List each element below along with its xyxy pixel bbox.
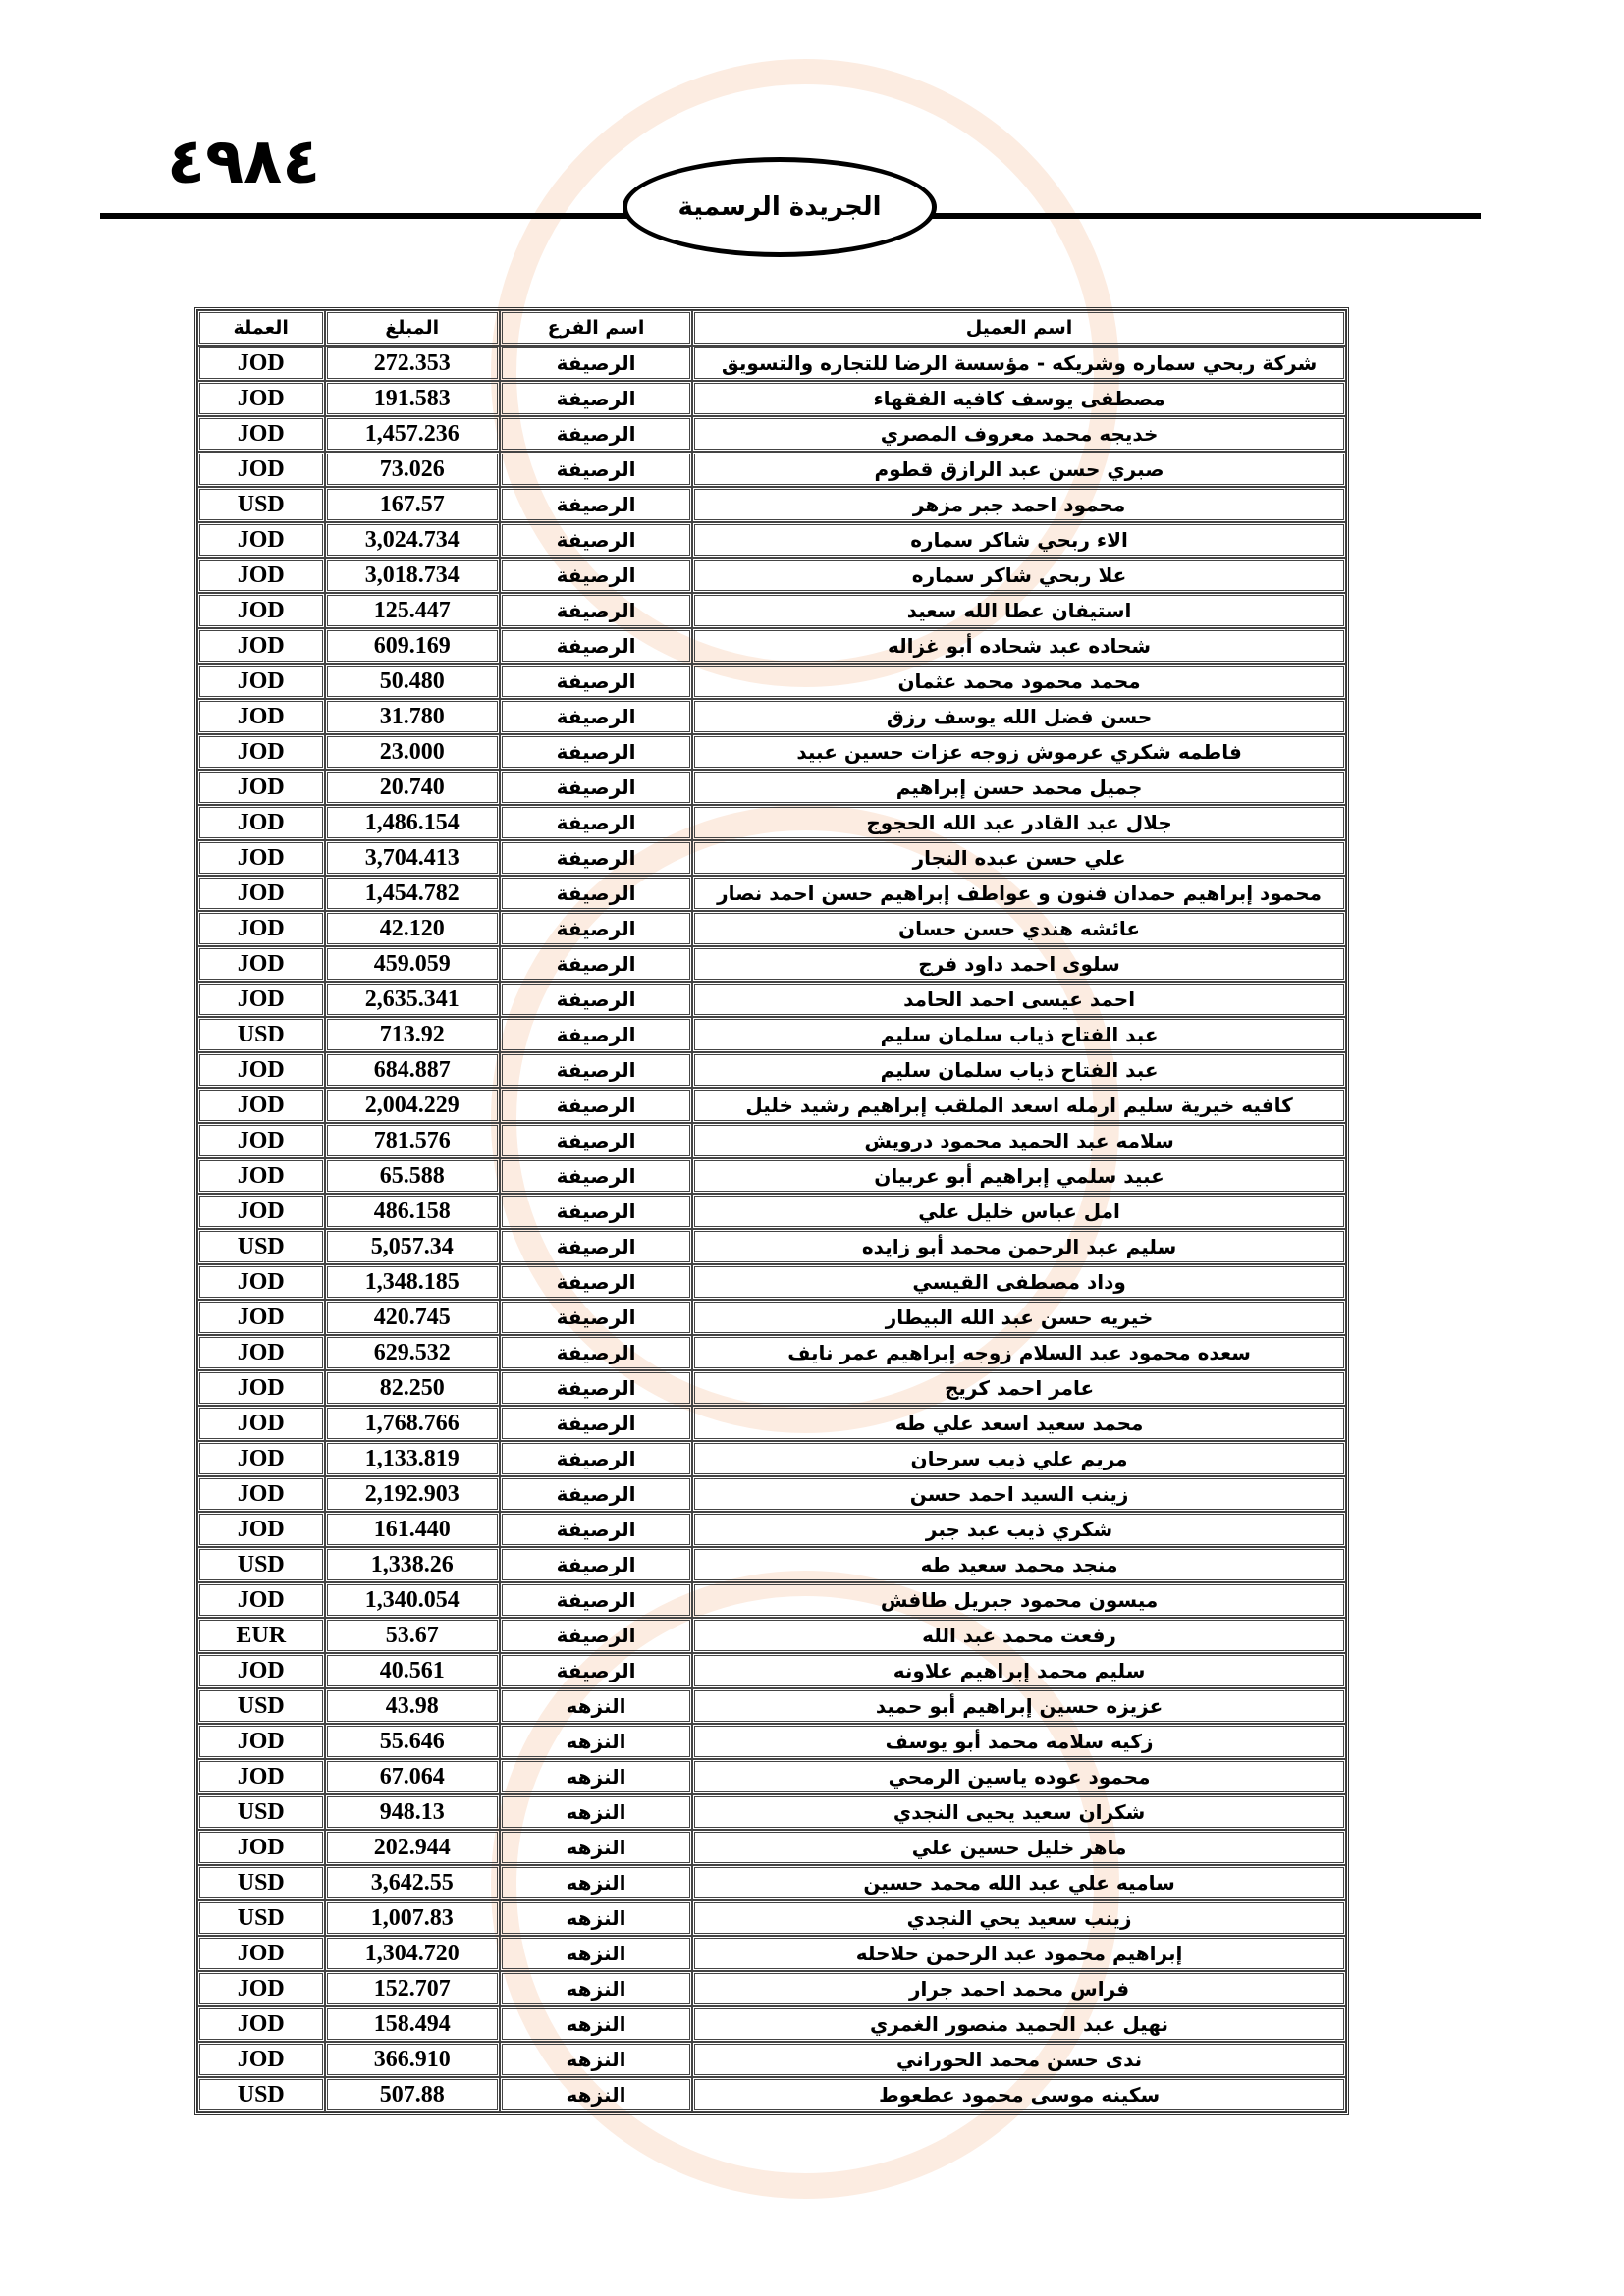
amount-cell: 5,057.34 [325,1229,500,1264]
table-row [197,1300,1346,1335]
client-name-cell: جلال عبد القادر عبد الله الحجوج [692,805,1346,840]
table-row [197,558,1346,593]
client-name-cell: حسن فضل الله يوسف رزق [692,699,1346,734]
branch-cell: الرصيفة [500,876,692,911]
currency-cell: JOD [197,699,325,734]
amount-cell: 629.532 [325,1335,500,1370]
branch-cell: الرصيفة [500,699,692,734]
currency-cell: JOD [197,1335,325,1370]
client-name-cell: عائشه هندي حسن حسان [692,911,1346,946]
currency-cell: JOD [197,1582,325,1618]
clients-table [194,307,1349,2115]
table-row [197,1229,1346,1264]
amount-cell: 53.67 [325,1618,500,1653]
table-row [197,346,1346,381]
client-name-cell: جميل محمد حسن إبراهيم [692,770,1346,805]
currency-cell: JOD [197,1653,325,1688]
client-name-cell: خيريه حسن عبد الله البيطار [692,1300,1346,1335]
amount-cell: 486.158 [325,1194,500,1229]
client-name-cell: محمود إبراهيم حمدان فنون و عواطف إبراهيم حسن احمد نصار [692,876,1346,911]
currency-cell: JOD [197,593,325,628]
table-row [197,1618,1346,1653]
client-name-cell: مريم علي ذيب سرحان [692,1441,1346,1476]
branch-cell: الرصيفة [500,1476,692,1512]
branch-cell: الرصيفة [500,982,692,1017]
branch-cell: الرصيفة [500,1229,692,1264]
amount-cell: 1,304.720 [325,1936,500,1971]
currency-cell: JOD [197,1476,325,1512]
client-name-cell: عبيد سلمي إبراهيم أبو عربيان [692,1158,1346,1194]
client-name-cell: شركة ربحي سماره وشريكه - مؤسسة الرضا للتجاره والتسويق [692,346,1346,381]
amount-cell: 272.353 [325,346,500,381]
amount-cell: 684.887 [325,1052,500,1088]
table-row [197,1582,1346,1618]
branch-cell: الرصيفة [500,1264,692,1300]
amount-cell: 161.440 [325,1512,500,1547]
table-row [197,2042,1346,2077]
currency-cell: USD [197,2077,325,2112]
currency-cell: JOD [197,876,325,911]
currency-cell: USD [197,487,325,522]
currency-cell: JOD [197,416,325,452]
table-row [197,1264,1346,1300]
branch-cell: الرصيفة [500,1582,692,1618]
client-name-cell: إبراهيم محمود عبد الرحمن حلاحله [692,1936,1346,1971]
client-name-cell: وداد مصطفى القيسي [692,1264,1346,1300]
column-header-currency: العملة [197,310,325,346]
amount-cell: 1,340.054 [325,1582,500,1618]
currency-cell: JOD [197,1300,325,1335]
amount-cell: 73.026 [325,452,500,487]
branch-cell: الرصيفة [500,770,692,805]
amount-cell: 55.646 [325,1724,500,1759]
amount-cell: 420.745 [325,1300,500,1335]
table-row [197,805,1346,840]
amount-cell: 781.576 [325,1123,500,1158]
branch-cell: الرصيفة [500,1406,692,1441]
table-row [197,1476,1346,1512]
client-name-cell: ميسون محمود جبريل طافش [692,1582,1346,1618]
currency-cell: JOD [197,734,325,770]
currency-cell: JOD [197,770,325,805]
branch-cell: الرصيفة [500,558,692,593]
table-row [197,1158,1346,1194]
branch-cell: الرصيفة [500,911,692,946]
amount-cell: 67.064 [325,1759,500,1794]
table-row [197,416,1346,452]
currency-cell: JOD [197,522,325,558]
table-row [197,1017,1346,1052]
amount-cell: 42.120 [325,911,500,946]
branch-cell: النزهه [500,1830,692,1865]
amount-cell: 1,454.782 [325,876,500,911]
client-name-cell: احمد عيسى احمد الحامد [692,982,1346,1017]
client-name-cell: رفعت محمد عبد الله [692,1618,1346,1653]
currency-cell: JOD [197,628,325,664]
table-row [197,1724,1346,1759]
table-row [197,1406,1346,1441]
table-row [197,452,1346,487]
amount-cell: 3,642.55 [325,1865,500,1900]
column-header-branch: اسم الفرع [500,310,692,346]
amount-cell: 40.561 [325,1653,500,1688]
table-row [197,1052,1346,1088]
currency-cell: JOD [197,2006,325,2042]
table-row [197,664,1346,699]
client-name-cell: شحاده عبد شحاده أبو غزاله [692,628,1346,664]
branch-cell: النزهه [500,1936,692,1971]
table-body [197,346,1346,2112]
client-name-cell: عامر احمد كريج [692,1370,1346,1406]
currency-cell: JOD [197,1123,325,1158]
branch-cell: الرصيفة [500,734,692,770]
branch-cell: النزهه [500,2042,692,2077]
table-row [197,1512,1346,1547]
client-name-cell: ندى حسن محمد الحوراني [692,2042,1346,2077]
branch-cell: الرصيفة [500,1017,692,1052]
client-name-cell: محمود احمد جبر مزهر [692,487,1346,522]
table-row [197,1088,1346,1123]
client-name-cell: استيفان عطا الله سعيد [692,593,1346,628]
client-name-cell: علي حسن عبده النجار [692,840,1346,876]
amount-cell: 1,768.766 [325,1406,500,1441]
branch-cell: الرصيفة [500,1370,692,1406]
currency-cell: USD [197,1229,325,1264]
amount-cell: 167.57 [325,487,500,522]
table-row [197,1794,1346,1830]
table-row [197,1653,1346,1688]
table-row [197,1194,1346,1229]
client-name-cell: صبري حسن عبد الرازق قطوم [692,452,1346,487]
client-name-cell: علا ربحي شاكر سماره [692,558,1346,593]
table-row [197,946,1346,982]
branch-cell: الرصيفة [500,1052,692,1088]
branch-cell: الرصيفة [500,840,692,876]
table-row [197,1830,1346,1865]
amount-cell: 3,024.734 [325,522,500,558]
currency-cell: USD [197,1688,325,1724]
column-header-amount: المبلغ [325,310,500,346]
client-name-cell: سكينه موسى محمود عطعوط [692,2077,1346,2112]
client-name-cell: فاطمه شكري عرموش زوجه عزات حسين عبيد [692,734,1346,770]
currency-cell: JOD [197,381,325,416]
publication-title-ellipse [623,157,937,257]
branch-cell: الرصيفة [500,1194,692,1229]
amount-cell: 713.92 [325,1017,500,1052]
branch-cell: الرصيفة [500,487,692,522]
currency-cell: JOD [197,805,325,840]
table-row [197,982,1346,1017]
amount-cell: 158.494 [325,2006,500,2042]
amount-cell: 1,457.236 [325,416,500,452]
branch-cell: الرصيفة [500,381,692,416]
branch-cell: النزهه [500,1759,692,1794]
table-row [197,1547,1346,1582]
table-row [197,1370,1346,1406]
branch-cell: النزهه [500,1900,692,1936]
client-name-cell: فراس محمد احمد جرار [692,1971,1346,2006]
currency-cell: USD [197,1547,325,1582]
branch-cell: الرصيفة [500,1512,692,1547]
client-name-cell: شكران سعيد يحيى النجدي [692,1794,1346,1830]
amount-cell: 50.480 [325,664,500,699]
client-name-cell: ساميه علي عبد الله محمد حسين [692,1865,1346,1900]
client-name-cell: عزيزه حسين إبراهيم أبو حميد [692,1688,1346,1724]
amount-cell: 507.88 [325,2077,500,2112]
table-row [197,487,1346,522]
table-row [197,699,1346,734]
client-name-cell: زينب سعيد يحي النجدي [692,1900,1346,1936]
client-name-cell: نهيل عبد الحميد منصور الغمري [692,2006,1346,2042]
currency-cell: JOD [197,1830,325,1865]
amount-cell: 1,133.819 [325,1441,500,1476]
table-header-row [197,310,1346,346]
amount-cell: 948.13 [325,1794,500,1830]
branch-cell: الرصيفة [500,1335,692,1370]
amount-cell: 152.707 [325,1971,500,2006]
amount-cell: 202.944 [325,1830,500,1865]
amount-cell: 1,338.26 [325,1547,500,1582]
client-name-cell: شكري ذيب عبد جبر [692,1512,1346,1547]
client-name-cell: سليم عبد الرحمن محمد أبو زايده [692,1229,1346,1264]
client-name-cell: زكيه سلامه محمد أبو يوسف [692,1724,1346,1759]
amount-cell: 43.98 [325,1688,500,1724]
amount-cell: 125.447 [325,593,500,628]
currency-cell: JOD [197,664,325,699]
currency-cell: EUR [197,1618,325,1653]
table-row [197,628,1346,664]
table-row [197,1441,1346,1476]
client-name-cell: عبد الفتاح ذياب سلمان سليم [692,1017,1346,1052]
currency-cell: JOD [197,1406,325,1441]
table-row [197,1936,1346,1971]
branch-cell: النزهه [500,1971,692,2006]
currency-cell: JOD [197,1088,325,1123]
amount-cell: 366.910 [325,2042,500,2077]
table-row [197,840,1346,876]
currency-cell: JOD [197,840,325,876]
amount-cell: 609.169 [325,628,500,664]
branch-cell: الرصيفة [500,628,692,664]
table-row [197,1123,1346,1158]
amount-cell: 31.780 [325,699,500,734]
column-header-client: اسم العميل [692,310,1346,346]
branch-cell: الرصيفة [500,346,692,381]
currency-cell: JOD [197,1512,325,1547]
currency-cell: USD [197,1900,325,1936]
currency-cell: JOD [197,1052,325,1088]
currency-cell: JOD [197,1936,325,1971]
client-name-cell: كافيه خيرية سليم ارمله اسعد الملقب إبراهيم رشيد خليل [692,1088,1346,1123]
branch-cell: الرصيفة [500,1123,692,1158]
client-name-cell: محمود عوده ياسين الرمحي [692,1759,1346,1794]
client-name-cell: سلامه عبد الحميد محمود درويش [692,1123,1346,1158]
branch-cell: النزهه [500,1865,692,1900]
client-name-cell: محمد محمود محمد عثمان [692,664,1346,699]
currency-cell: JOD [197,1441,325,1476]
currency-cell: JOD [197,2042,325,2077]
amount-cell: 459.059 [325,946,500,982]
currency-cell: JOD [197,346,325,381]
currency-cell: JOD [197,1971,325,2006]
branch-cell: الرصيفة [500,1300,692,1335]
branch-cell: الرصيفة [500,1088,692,1123]
currency-cell: JOD [197,946,325,982]
publication-title: الجريدة الرسمية [677,192,882,222]
client-name-cell: زينب السيد احمد حسن [692,1476,1346,1512]
client-name-cell: منجد محمد سعيد طه [692,1547,1346,1582]
table-row [197,876,1346,911]
client-name-cell: مصطفى يوسف كافيه الفقهاء [692,381,1346,416]
currency-cell: JOD [197,1194,325,1229]
table-row [197,1900,1346,1936]
amount-cell: 2,635.341 [325,982,500,1017]
currency-cell: JOD [197,1264,325,1300]
client-name-cell: امل عباس خليل علي [692,1194,1346,1229]
table-row [197,381,1346,416]
client-name-cell: سليم محمد إبراهيم علاونه [692,1653,1346,1688]
currency-cell: JOD [197,452,325,487]
currency-cell: USD [197,1794,325,1830]
branch-cell: الرصيفة [500,1618,692,1653]
client-name-cell: سعده محمود عبد السلام زوجه إبراهيم عمر نايف [692,1335,1346,1370]
amount-cell: 20.740 [325,770,500,805]
branch-cell: الرصيفة [500,1547,692,1582]
amount-cell: 3,018.734 [325,558,500,593]
table-row [197,770,1346,805]
branch-cell: النزهه [500,1724,692,1759]
amount-cell: 23.000 [325,734,500,770]
table-row [197,911,1346,946]
table-row [197,1971,1346,2006]
currency-cell: JOD [197,558,325,593]
currency-cell: JOD [197,1759,325,1794]
branch-cell: الرصيفة [500,522,692,558]
table-row [197,1335,1346,1370]
branch-cell: الرصيفة [500,805,692,840]
branch-cell: الرصيفة [500,1441,692,1476]
amount-cell: 1,348.185 [325,1264,500,1300]
currency-cell: USD [197,1017,325,1052]
currency-cell: JOD [197,911,325,946]
amount-cell: 1,486.154 [325,805,500,840]
amount-cell: 2,192.903 [325,1476,500,1512]
client-name-cell: سلوى احمد داود فرج [692,946,1346,982]
branch-cell: الرصيفة [500,1158,692,1194]
client-name-cell: محمد سعيد اسعد علي طه [692,1406,1346,1441]
client-name-cell: خديجه محمد معروف المصري [692,416,1346,452]
branch-cell: الرصيفة [500,1653,692,1688]
branch-cell: النزهه [500,2077,692,2112]
branch-cell: النزهه [500,1794,692,1830]
client-name-cell: ماهر خليل حسين علي [692,1830,1346,1865]
currency-cell: JOD [197,982,325,1017]
branch-cell: الرصيفة [500,416,692,452]
table-row [197,734,1346,770]
table-row [197,2006,1346,2042]
client-name-cell: الاء ربحي شاكر سماره [692,522,1346,558]
currency-cell: JOD [197,1158,325,1194]
table-row [197,1759,1346,1794]
amount-cell: 2,004.229 [325,1088,500,1123]
amount-cell: 82.250 [325,1370,500,1406]
table-row [197,1688,1346,1724]
branch-cell: الرصيفة [500,946,692,982]
branch-cell: الرصيفة [500,593,692,628]
amount-cell: 65.588 [325,1158,500,1194]
table-row [197,1865,1346,1900]
branch-cell: الرصيفة [500,452,692,487]
currency-cell: JOD [197,1370,325,1406]
table-row [197,522,1346,558]
branch-cell: الرصيفة [500,664,692,699]
table-row [197,2077,1346,2112]
branch-cell: النزهه [500,1688,692,1724]
branch-cell: النزهه [500,2006,692,2042]
currency-cell: USD [197,1865,325,1900]
amount-cell: 3,704.413 [325,840,500,876]
amount-cell: 191.583 [325,381,500,416]
currency-cell: JOD [197,1724,325,1759]
amount-cell: 1,007.83 [325,1900,500,1936]
page-number: ٤٩٨٤ [167,126,321,198]
table-row [197,593,1346,628]
client-name-cell: عبد الفتاح ذياب سلمان سليم [692,1052,1346,1088]
